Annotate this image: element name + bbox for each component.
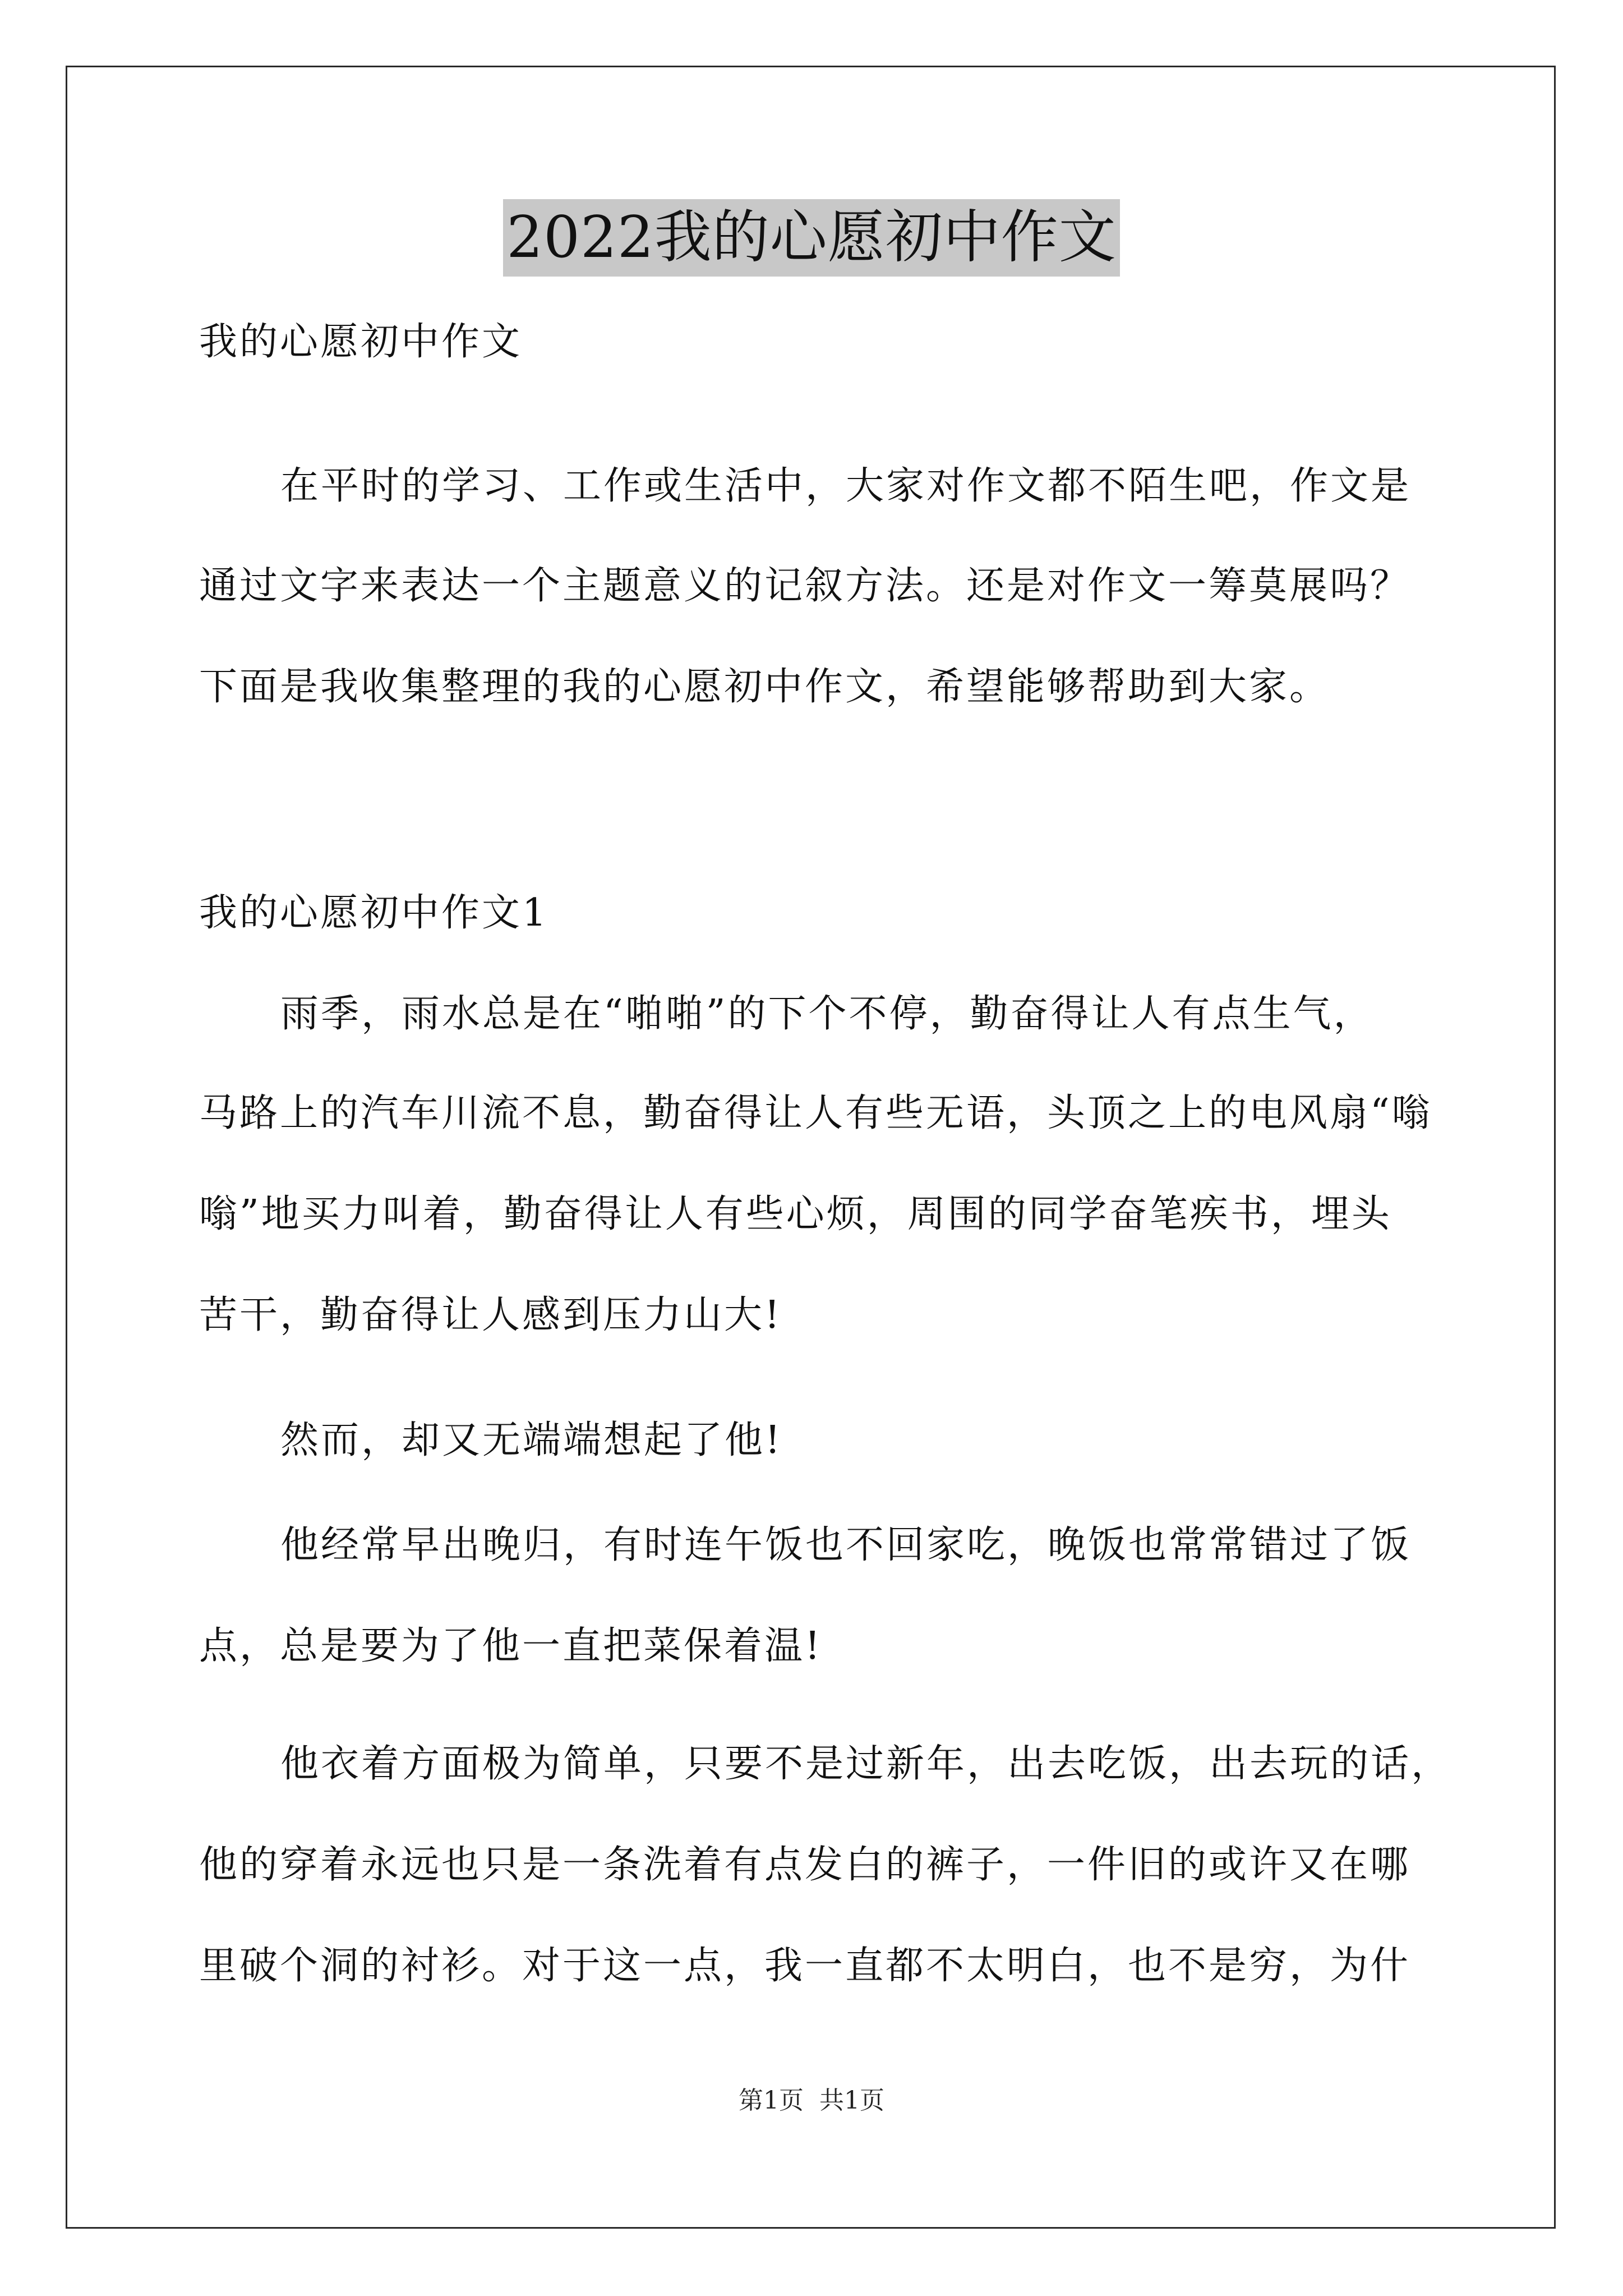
paragraph-line: 他衣着方面极为简单，只要不是过新年，出去吃饭，出去玩的话， bbox=[280, 1742, 1452, 1786]
page-footer bbox=[0, 2084, 1623, 2118]
paragraph-line: 然而，却又无端端想起了他! bbox=[280, 1418, 783, 1462]
page-total: 共1页 bbox=[819, 2086, 884, 2115]
paragraph-line: 雨季，雨水总是在“啪啪”的下个不停，勤奋得让人有点生气， bbox=[280, 992, 1374, 1036]
page-number: 第1页 bbox=[739, 2086, 804, 2115]
paragraph-line: 嗡”地买力叫着，勤奋得让人有些心烦，周围的同学奋笔疾书，埋头 bbox=[199, 1192, 1392, 1236]
title-container bbox=[0, 199, 1623, 277]
paragraph-line: 马路上的汽车川流不息，勤奋得让人有些无语，头顶之上的电风扇“嗡 bbox=[199, 1091, 1432, 1135]
intro-heading: 我的心愿初中作文 bbox=[199, 320, 523, 364]
paragraph-line: 里破个洞的衬衫。对于这一点，我一直都不太明白，也不是穷，为什 bbox=[199, 1944, 1411, 1988]
paragraph-line: 下面是我收集整理的我的心愿初中作文，希望能够帮助到大家。 bbox=[199, 665, 1330, 709]
paragraph-line: 点，总是要为了他一直把菜保着温! bbox=[199, 1624, 823, 1668]
paragraph-line: 苦干，勤奋得让人感到压力山大! bbox=[199, 1293, 782, 1337]
document-title: 2022我的心愿初中作文 bbox=[503, 199, 1120, 277]
page-border bbox=[66, 66, 1556, 2229]
paragraph-line: 在平时的学习、工作或生活中，大家对作文都不陌生吧，作文是 bbox=[280, 464, 1412, 508]
paragraph-line: 他的穿着永远也只是一条洗着有点发白的裤子，一件旧的或许又在哪 bbox=[199, 1843, 1411, 1887]
paragraph-line: 他经常早出晚归，有时连午饭也不回家吃，晚饭也常常错过了饭 bbox=[280, 1523, 1412, 1567]
paragraph-line: 通过文字来表达一个主题意义的记叙方法。还是对作文一筹莫展吗？ bbox=[199, 564, 1411, 608]
section-heading: 我的心愿初中作文1 bbox=[199, 891, 549, 935]
